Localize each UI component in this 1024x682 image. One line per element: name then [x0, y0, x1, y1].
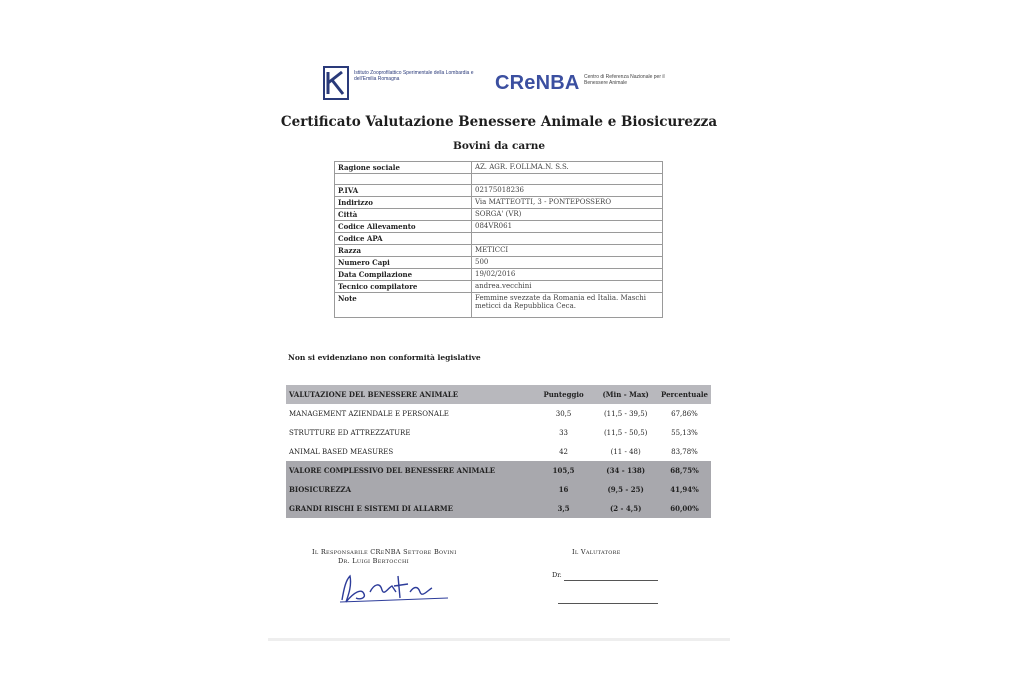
- table-row-summary: [286, 499, 711, 518]
- info-value: 19/02/2016: [472, 269, 663, 281]
- evaluator-dr-label: Dr.: [552, 571, 562, 579]
- info-row: [335, 245, 663, 257]
- nonconformity-statement: Non si evidenziano non conformità legislative: [288, 353, 481, 362]
- info-value: AZ. AGR. F.OLLMA.N. S.S.: [472, 162, 663, 174]
- farm-info-table: [334, 161, 663, 318]
- info-value: Femmine svezzate da Romania ed Italia. Maschi meticci da Repubblica Ceca.: [472, 293, 663, 318]
- welfare-score-table: [286, 385, 711, 518]
- evaluator-signature-line: [558, 603, 658, 604]
- row-range: (11,5 - 39,5): [593, 404, 658, 423]
- info-value: Via MATTEOTTI, 3 - PONTEPOSSERO: [472, 197, 663, 209]
- evaluator-title: Il Valutatore: [572, 548, 621, 556]
- row-range: (9,5 - 25): [593, 480, 658, 499]
- table-row: [286, 423, 711, 442]
- info-row: [335, 281, 663, 293]
- info-row: [335, 197, 663, 209]
- info-key: P.IVA: [335, 185, 472, 197]
- info-key: Indirizzo: [335, 197, 472, 209]
- row-percentage: 83,78%: [658, 442, 711, 461]
- certificate-title: Certificato Valutazione Benessere Animale e Biosicurezza: [280, 114, 718, 130]
- table-row: [286, 442, 711, 461]
- table-row-summary: [286, 480, 711, 499]
- page-shadow: [268, 638, 730, 641]
- row-score: 105,5: [534, 461, 594, 480]
- row-range: (11,5 - 50,5): [593, 423, 658, 442]
- row-range: (2 - 4,5): [593, 499, 658, 518]
- info-row: [335, 221, 663, 233]
- crenba-logo-subtitle: Centro di Referenza Nazionale per il Benessere Animale: [584, 74, 665, 86]
- info-row-spacer: [335, 174, 663, 185]
- certificate-subtitle: Bovini da carne: [452, 140, 546, 152]
- info-row: [335, 293, 663, 318]
- row-percentage: 60,00%: [658, 499, 711, 518]
- info-value: 084VR061: [472, 221, 663, 233]
- info-row: [335, 209, 663, 221]
- row-range: (11 - 48): [593, 442, 658, 461]
- info-key: Ragione sociale: [335, 162, 472, 174]
- row-percentage: 67,86%: [658, 404, 711, 423]
- info-key: Codice Allevamento: [335, 221, 472, 233]
- izs-logo-icon: [323, 66, 349, 100]
- row-score: 42: [534, 442, 594, 461]
- info-row: [335, 233, 663, 245]
- row-label: BIOSICUREZZA: [286, 480, 534, 499]
- header-cell: Percentuale: [658, 385, 711, 404]
- row-percentage: 55,13%: [658, 423, 711, 442]
- header-cell: VALUTAZIONE DEL BENESSERE ANIMALE: [286, 385, 534, 404]
- info-value: 02175018236: [472, 185, 663, 197]
- row-label: GRANDI RISCHI E SISTEMI DI ALLARME: [286, 499, 534, 518]
- table-row-summary: [286, 461, 711, 480]
- row-range: (34 - 138): [593, 461, 658, 480]
- info-value: 500: [472, 257, 663, 269]
- certificate-page: [268, 40, 730, 640]
- row-label: ANIMAL BASED MEASURES: [286, 442, 534, 461]
- izs-logo-text: Istituto Zooprofilattico Sperimentale della Lombardia e dell'Emilia Romagna: [354, 70, 474, 82]
- info-key: Razza: [335, 245, 472, 257]
- info-value: andrea.vecchini: [472, 281, 663, 293]
- info-key: Note: [335, 293, 472, 318]
- row-label: STRUTTURE ED ATTREZZATURE: [286, 423, 534, 442]
- row-label: MANAGEMENT AZIENDALE E PERSONALE: [286, 404, 534, 423]
- responsible-name: Dr. Luigi Bertocchi: [338, 557, 409, 565]
- row-score: 16: [534, 480, 594, 499]
- row-label: VALORE COMPLESSIVO DEL BENESSERE ANIMALE: [286, 461, 534, 480]
- row-score: 3,5: [534, 499, 594, 518]
- info-value: SORGA' (VR): [472, 209, 663, 221]
- info-row: [335, 269, 663, 281]
- table-header-row: [286, 385, 711, 404]
- crenba-logo: CReNBA: [495, 72, 580, 94]
- row-percentage: 68,75%: [658, 461, 711, 480]
- info-key: Codice APA: [335, 233, 472, 245]
- header-cell: (Min - Max): [593, 385, 658, 404]
- info-value: METICCI: [472, 245, 663, 257]
- info-key: Tecnico compilatore: [335, 281, 472, 293]
- row-score: 33: [534, 423, 594, 442]
- header-cell: Punteggio: [534, 385, 594, 404]
- info-key: Data Compilazione: [335, 269, 472, 281]
- row-score: 30,5: [534, 404, 594, 423]
- signature-icon: [336, 562, 456, 606]
- info-row: [335, 162, 663, 174]
- info-key: Città: [335, 209, 472, 221]
- info-row: [335, 257, 663, 269]
- info-value: [472, 233, 663, 245]
- info-row: [335, 185, 663, 197]
- info-key: Numero Capi: [335, 257, 472, 269]
- responsible-title: Il Responsabile CReNBA Settore Bovini: [312, 548, 457, 556]
- table-row: [286, 404, 711, 423]
- evaluator-signature-line: [564, 580, 658, 581]
- row-percentage: 41,94%: [658, 480, 711, 499]
